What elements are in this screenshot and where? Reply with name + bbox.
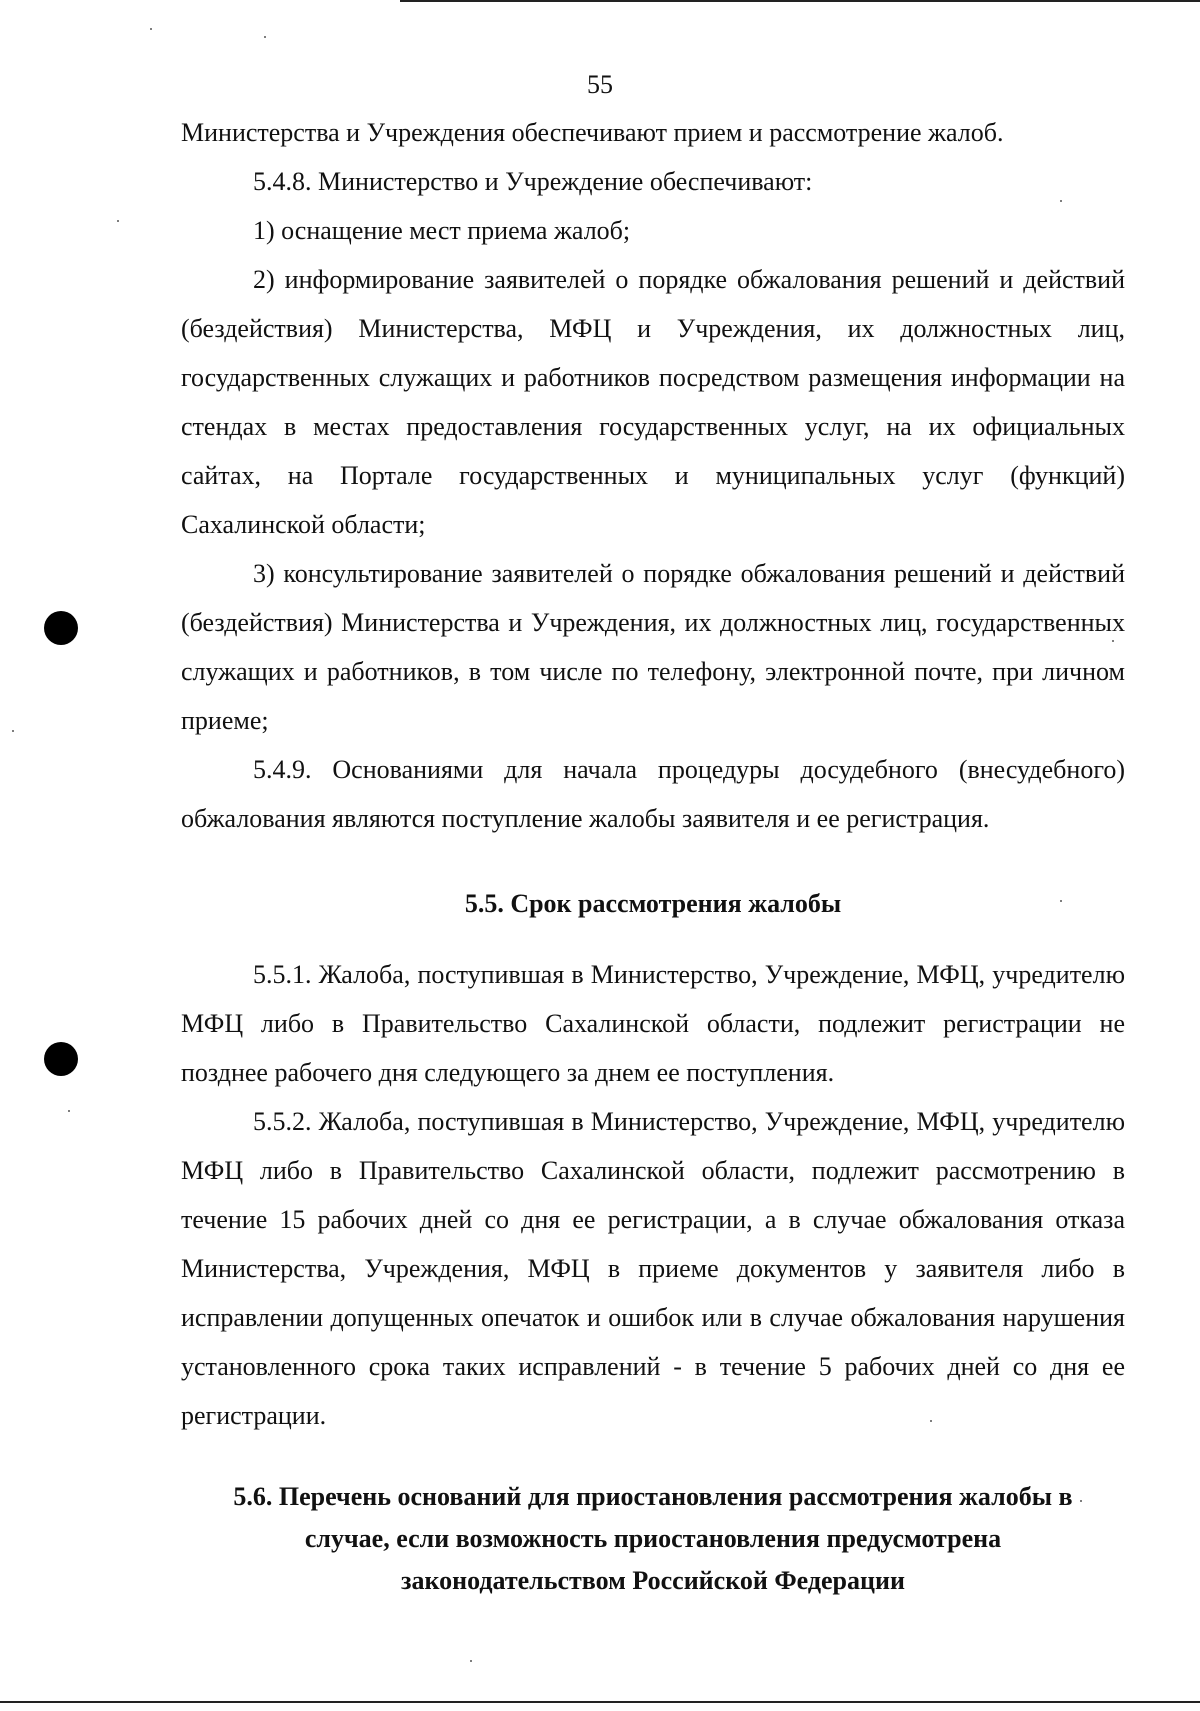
section-heading-5-6 [181, 1476, 1125, 1602]
scan-speck [117, 220, 119, 222]
scan-speck [470, 1660, 472, 1662]
paragraph-5-5-2: 5.5.2. Жалоба, поступившая в Министерство, Учреждение, МФЦ, учредителю МФЦ либо в Правительство Сахалинской области, подлежит рассмотрению в течение 15 рабочих дней со дня ее регистрации, а в случае обжалования отказа Министерства, Учреждения, МФЦ в приеме документов у заявителя либо в исправлении допущенных опечаток и ошибок или в случае обжалования нарушения установленного срока таких исправлений - в течение 5 рабочих дней со дня ее регистрации. [181, 1107, 1125, 1430]
paragraph-5-4-9: 5.4.9. Основаниями для начала процедуры досудебного (внесудебного) обжалования являются поступление жалобы заявителя и ее регистрация. [181, 755, 1125, 833]
list-item-2: 2) информирование заявителей о порядке обжалования решений и действий (бездействия) Министерства, МФЦ и Учреждения, их должностных лиц, государственных служащих и работников посредством размещения информации на стендах в местах предоставления государственных услуг, на их официальных сайтах, на Портале государственных и муниципальных услуг (функций) Сахалинской области; [181, 265, 1125, 539]
scan-speck [12, 730, 14, 732]
scan-edge-bottom [0, 1701, 1200, 1703]
scan-speck [68, 1110, 70, 1112]
scan-edge-top [400, 0, 1200, 2]
scan-speck [264, 36, 266, 38]
list-item-3: 3) консультирование заявителей о порядке обжалования решений и действий (бездействия) Министерства и Учреждения, их должностных лиц, государственных служащих и работников, в том числе по телефону, электронной почте, при личном приеме; [181, 559, 1125, 735]
section-heading-5-6-line3: законодательством Российской Федерации [401, 1566, 905, 1595]
paragraph-5-5-1: 5.5.1. Жалоба, поступившая в Министерство, Учреждение, МФЦ, учредителю МФЦ либо в Правительство Сахалинской области, подлежит регистрации не позднее рабочего дня следующего за днем ее поступления. [181, 960, 1125, 1087]
list-item-1: 1) оснащение мест приема жалоб; [253, 216, 631, 245]
section-heading-5-6-line2: случае, если возможность приостановления предусмотрена [304, 1524, 1002, 1553]
document-body [181, 108, 1125, 1602]
punch-hole-upper [44, 611, 78, 645]
scan-speck [150, 28, 152, 30]
page-number: 55 [587, 70, 613, 99]
section-heading-5-5: 5.5. Срок рассмотрения жалобы [464, 889, 842, 918]
paragraph-continuation: Министерства и Учреждения обеспечивают прием и рассмотрение жалоб. [181, 118, 1004, 147]
punch-hole-lower [44, 1042, 78, 1076]
paragraph-5-4-8: 5.4.8. Министерство и Учреждение обеспечивают: [253, 167, 813, 196]
section-heading-5-6-line1: 5.6. Перечень оснований для приостановления рассмотрения жалобы в [233, 1482, 1073, 1511]
